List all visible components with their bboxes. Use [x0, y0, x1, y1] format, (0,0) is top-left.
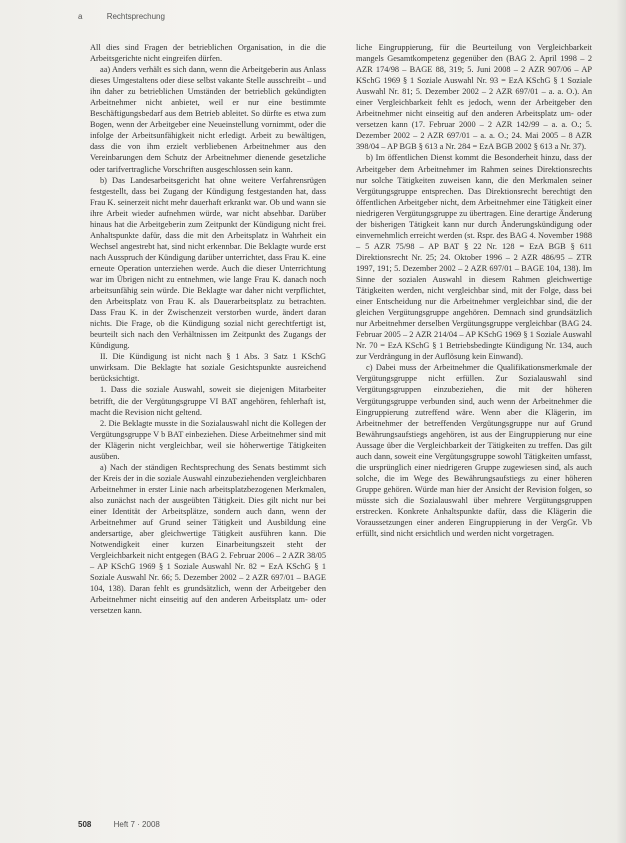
paragraph: liche Eingruppierung, für die Beurteilung von Vergleichbarkeit mangels Gesamtkompetenz gegenüber den (BAG 2. April 1998 – 2 AZR 174/98 – BAGE 88, 319; 5. Juni 2008 – 2 AZR 907/06 – AP KSchG 1969 § 1 Soziale Auswahl Nr. 93 = EzA KSchG § 1 Soziale Auswahl Nr. 81; 5. Dezember 2002 – 2 AZR 697/01 – a. a. O.). An einer Vergleichbarkeit fehlt es jedoch, wenn der Arbeitgeber den Arbeitnehmer nicht einseitig auf den anderen Arbeitsplatz um- oder versetzen kann (17. Februar 2000 – 2 AZR 142/99 – a. a. O.; 5. Dezember 2002 – 2 AZR 697/01 – a. a. O.; 24. Mai 2005 – 8 AZR 398/04 – AP BGB § 613 a Nr. 284 = EzA BGB 2002 § 613 a Nr. 37).: [356, 43, 592, 152]
paragraph: c) Dabei muss der Arbeitnehmer die Qualifikationsmerkmale der Vergütungsgruppe nicht erfüllen. Zur Sozialauswahl sind Vergütungsgruppen einzubeziehen, die mit der höheren Vergütungsgruppe verbunden sind, auch wenn der Arbeitnehmer die Eingruppierung zutreffend wäre. Wenn aber die Klägerin, im Arbeitnehmer der betreffenden Vergütungsgruppe nur auf Grund Bewährungsaufstiegs angehören, ist aus der Eingruppierung nur eine Aussage über die Vergleichbarkeit der Tätigkeiten zu treffen. Das gilt auch dann, soweit eine Vergütungsgruppe sowohl Tätigkeiten umfasst, die ursprünglich einer niedrigeren Gruppe zugewiesen sind, als auch solche, die im Wege des Bewährungsaufstiegs zu einer höheren Gruppe gehören. Würde man hier der Ansicht der Revision folgen, so müsste sich die Sozialauswahl über mehrere Vergütungsgruppen erstrecken. Konkrete Anhaltspunkte dafür, dass die Klägerin die Voraussetzungen einer anderen Eingruppierung in der VergGr. Vb erfüllt, sind nicht ersichtlich und werden nicht vorgetragen.: [356, 363, 592, 539]
paragraph: a) Nach der ständigen Rechtsprechung des Senats bestimmt sich der Kreis der in die soziale Auswahl einzubeziehenden vergleichbaren Arbeitnehmer in erster Linie nach arbeitsplatzbezogenen Merkmalen, also zunächst nach der ausgeübten Tätigkeit. Dies gilt nicht nur bei einer Identität der Arbeitsplätze, sondern auch dann, wenn der Arbeitnehmer auf Grund seiner Tätigkeit und Ausbildung eine andersartige, aber gleichwertige Tätigkeit ausführen kann. Die Notwendigkeit einer kurzen Einarbeitungszeit steht der Vergleichbarkeit nicht entgegen (BAG 2. Februar 2006 – 2 AZR 38/05 – AP KSchG 1969 § 1 Soziale Auswahl Nr. 82 = EzA KSchG § 1 Soziale Auswahl Nr. 66; 5. Dezember 2002 – 2 AZR 697/01 – BAGE 104, 138). Daran fehlt es grundsätzlich, wenn der Arbeitgeber den Arbeitnehmer nicht einseitig auf den anderen Arbeitsplatz um- oder versetzen kann.: [90, 462, 326, 616]
issue-label: Heft 7 · 2008: [113, 820, 160, 829]
page-footer: [78, 820, 160, 829]
paragraph: 1. Dass die soziale Auswahl, soweit sie diejenigen Mitarbeiter betrifft, die der Vergütungsgruppe VI BAT angehören, fehlerhaft ist, macht die Revision nicht geltend.: [90, 385, 326, 417]
left-column: [90, 42, 326, 616]
paragraph: II. Die Kündigung ist nicht nach § 1 Abs. 3 Satz 1 KSchG unwirksam. Die Beklagte hat soziale Gesichtspunkte ausreichend berücksichtigt.: [90, 352, 326, 384]
paragraph: 2. Die Beklagte musste in die Sozialauswahl nicht die Kollegen der Vergütungsgruppe V b BAT einbeziehen. Diese Arbeitnehmer sind mit der Klägerin nicht vergleichbar, weil sie höherwertige Tätigkeiten ausüben.: [90, 418, 326, 461]
paragraph: All dies sind Fragen der betrieblichen Organisation, in die die Arbeitsgerichte nicht eingreifen dürfen.: [90, 43, 326, 64]
paragraph: b) Das Landesarbeitsgericht hat ohne weitere Verfahrensrügen festgestellt, dass bei Zugang der Kündigung festgestanden hat, dass Frau K. seinerzeit nicht mehr dauerhaft erkrankt war. Ob und wann sie ihre Arbeit wieder aufnehmen würde, war nicht absehbar. Darüber hinaus hat die Arbeitgeberin zum Zeitpunkt der Kündigung nicht frei. Anhaltspunkte dafür, dass die mit den Arbeitsplatz in Wahrheit ein Wechsel angestrebt hat, sind nicht erkennbar. Die Beklagte wurde erst nach Ausspruch der Kündigung darüber unterrichtet, dass Frau K. eine erneute Operation unterziehen werde. Auch die dieser Unterrichtung war im Übrigen nicht zu entnehmen, wie lange Frau K. danach noch arbeitsunfähig sein würde. Die Beklagte war daher nicht verpflichtet, den Arbeitsplatz von Frau K. als Dauerarbeitsplatz zu betrachten. Dass Frau K. in der Zwischenzeit verstorben wurde, ändert daran nichts. Die Frage, ob die Kündigung sozial nicht gerechtfertigt ist, beurteilt sich nach den Verhältnissen im Zeitpunkt des Zugangs der Kündigung.: [90, 175, 326, 351]
running-title: Rechtsprechung: [106, 12, 165, 21]
paragraph: b) Im öffentlichen Dienst kommt die Besonderheit hinzu, dass der Arbeitgeber dem Arbeitnehmer im Rahmen seines Direktionsrechts nur solche Tätigkeiten zuweisen kann, die den Merkmalen seiner Vergütungsgruppe entsprechen. Das Direktionsrecht berechtigt den öffentlichen Arbeitgeber nicht, dem Arbeitnehmer eine Tätigkeit einer niedrigeren Vergütungsgruppe zu übertragen. Eine derartige Änderung der bisherigen Tätigkeit kann nur durch Änderungskündigung oder einvernehmlich erreicht werden (st. Rspr. des BAG 4. November 1988 – 5 AZR 75/98 – AP BAT § 22 Nr. 128 = EzA BGB § 611 Direktionsrecht Nr. 25; 24. Oktober 1996 – 2 AZR 486/95 – ZTR 1997, 191; 5. Dezember 2002 – 2 AZR 697/01 – BAGE 104, 138). Im Sinne der sozialen Auswahl in diesem Rahmen gleichwertige Tätigkeiten werden, nicht vergleichbar sind, mit der Folge, dass bei einer Entscheidung nur die Arbeitnehmer vergleichbar sind, die der gleichen Vergütungsgruppe angehören. Demnach sind grundsätzlich nur Arbeitnehmer derselben Vergütungsgruppe vergleichbar (BAG 24. Februar 2005 – 2 AZR 214/04 – AP KSchG 1969 § 1 Soziale Auswahl Nr. 70 = EzA KSchG § 1 Betriebsbedingte Kündigung Nr. 134, auch zur Verdrängung in der Auflösung kein Einwand).: [356, 153, 592, 362]
page-number: 508: [78, 820, 92, 829]
right-column: [356, 42, 592, 539]
binding-shadow: [616, 0, 626, 843]
page-marker: a: [78, 12, 83, 21]
running-header: [78, 12, 596, 21]
paragraph: aa) Anders verhält es sich dann, wenn die Arbeitgeberin aus Anlass dieses Umgestaltens oder diese selbst vakante Stelle ausschreibt – und ihn daher zu betrieblichen Umständen der betrieblich gekündigten Arbeitnehmer nicht anbietet, weil er nur eine bestimmte Beschäftigungsbedarf aus dem Betrieb ableitet. So dürfte es etwa zum Bogen, wenn der Arbeitgeber eine Neueinstellung vornimmt, oder die infolge der Arbeitsunfähigkeit nicht erledigt. Arbeit zu bewältigen, dass die von ihm erzielt verbliebenen Arbeitnehmer aus den Vereinbarungen dem Schutz der Arbeitnehmer dienende gesetzliche oder tarifvertragliche Vorschriften ausgeschlossen sein kann.: [90, 65, 326, 174]
